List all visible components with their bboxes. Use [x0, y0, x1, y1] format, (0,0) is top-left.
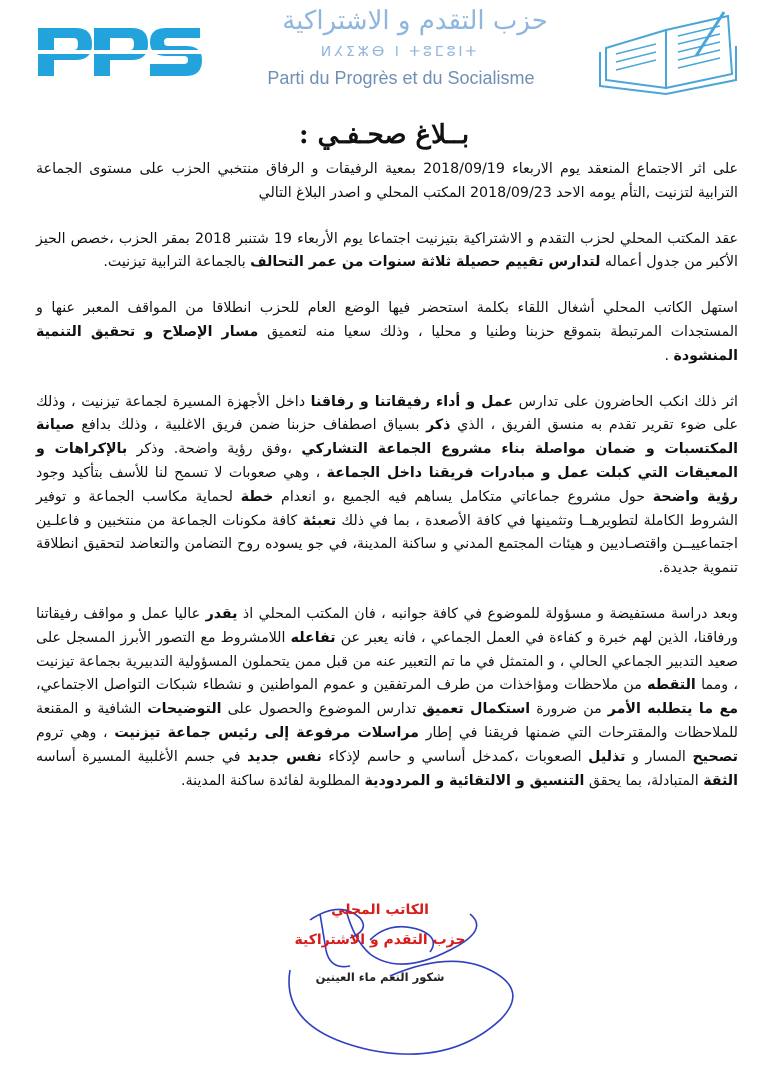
text-run: استهل الكاتب المحلي أشغال اللقاء بكلمة استحضر فيها الوضع العام للحزب انطلاقا من المواقف المعبر عنها و المستجدات المرتبطة بتموقع حزبنا وطنيا و محليا ، وذلك سعيا منه لتعميق — [36, 300, 738, 340]
text-run: عاليا عمل و مواقف رفيقاتنا ورفاقنا، الذين لهم خبرة و كفاءة في العمل الجماعي ، فانه يعبر عن — [36, 605, 739, 646]
text-run: لحماية مكاسب الجماعة و توفير الشروط الكاملة لتطويرهــا وتثمينها في كافة الأصعدة ، بما في ذلك — [36, 488, 738, 529]
text-run: ، وهي تروم — [36, 724, 115, 741]
bold-phrase: التوضيحات — [147, 701, 222, 718]
text-run: في جسم الأغلبية المسيرة أساسه — [36, 748, 248, 765]
text-run: كافة مكونات الجماعة من منتخبين و فاعلـين اجتماعييــن واقتصـاديين و هيئات المجتمع المدني و ساكنة المدينة، في جو يسوده روح التضامن والتعاضد لتحقيق انطلاقة تنموية جديدة. — [36, 512, 738, 577]
bold-phrase: يقدر — [205, 605, 238, 622]
text-run: حول مشروع جماعاتي متكامل يساهم فيه الجميع ،و انعدام — [273, 488, 653, 505]
letterhead — [0, 0, 768, 110]
text-run: من ضرورة — [530, 701, 608, 718]
signature-block — [250, 880, 550, 1080]
text-run: عقد المكتب المحلي لحزب التقدم و الاشتراكية بتيزنيت اجتماعا يوم الأربعاء 19 شتنبر 2018 بمقر الحزب ،خصص الحيز الأكبر من جدول أعماله — [36, 230, 738, 271]
document-title: بــلاغ صحـفـي : — [298, 120, 470, 150]
text-run: المسار و — [625, 748, 693, 765]
party-name-arabic: حزب التقدم و الاشتراكية — [282, 6, 548, 36]
body-paragraph — [36, 228, 738, 276]
bold-phrase: تذليل — [588, 748, 626, 765]
text-run: على اثر الاجتماع المنعقد يوم الاربعاء 2018/09/19 بمعية الرفيقات و الرفاق منتخبي الحزب على مستوى الجماعة الترابية لتزنيت ,التأم يومه الاحد 2018/09/23 المكتب المحلي و اصدر البلاغ التالي — [36, 161, 738, 201]
bold-phrase: ذكر — [426, 417, 451, 434]
bold-phrase: الثقة — [703, 772, 738, 789]
body-paragraph — [36, 158, 738, 206]
bold-phrase: نفس جديد — [247, 748, 322, 765]
bold-phrase: عمل و أداء رفيقاتنا و رفاقنا — [310, 393, 513, 410]
bold-phrase: التقطه — [647, 677, 696, 694]
body-paragraph — [36, 391, 738, 581]
bold-phrase: تصحيح — [692, 748, 739, 765]
text-run: المطلوبة لفائدة ساكنة المدينة. — [181, 772, 365, 789]
bold-phrase: تفاعله — [290, 629, 336, 646]
body-paragraph — [36, 297, 738, 368]
bold-phrase: مراسلات مرفوعة إلى رئيس جماعة تيزنيت — [114, 724, 419, 741]
text-run: ،وفق رؤية واضحة. وذكر — [127, 441, 302, 458]
text-run: بالجماعة الترابية تيزنيت. — [103, 254, 251, 271]
text-run: وبعد دراسة مستفيضة و مسؤولة للموضوع في كافة جوانبه ، فان المكتب المحلي اذ — [237, 605, 738, 622]
press-release-body — [36, 158, 738, 815]
bold-phrase: مع ما يتطلبه الأمر — [607, 701, 738, 718]
text-run: . — [664, 347, 674, 364]
party-name-french: Parti du Progrès et du Socialisme — [267, 68, 535, 88]
signer-role: الكاتب المحلي — [331, 902, 429, 918]
body-paragraph — [36, 603, 738, 793]
signer-party: حزب التقدم و الاشتراكية — [294, 932, 466, 948]
text-run: بسياق اصطفاف حزبنا ضمن فريق الاغلبية ، وذلك بدافع — [74, 417, 427, 434]
bold-phrase: استكمال تعميق — [422, 701, 531, 718]
bold-phrase: لتدارس تقييم حصيلة ثلاثة سنوات من عمر التحالف — [250, 254, 601, 271]
party-name-tifinagh: ⵍⵃⵉⵣⴱ ⵏ ⵜⵓⵎⵓⵏⵜ — [320, 44, 480, 60]
text-run: الصعوبات ،كمدخل أساسي و حاسم لإذكاء — [321, 748, 589, 765]
text-run: من ملاحظات ومؤاخذات من طرف المرتفقين و عموم المواطنين و نشطاء شبكات التواصل الاجتماعي، — [36, 677, 648, 694]
bold-phrase: صيانة المكتسبات و ضمان مواصلة بناء مشروع الجماعة التشاركي — [36, 417, 739, 458]
signer-name: شكور النعم ماء العينين — [315, 970, 445, 984]
text-run: اللامشروط مع التصور الأبرز المسجل على صعيد التدبير الجماعي الحالي ، و المتمثل في ما تم التعبير عنه من قبل ممن يتحملون المسؤولية التدبيرية بجماعة تيزنيت ، ومما — [36, 629, 738, 694]
text-run: اثر ذلك انكب الحاضرون على تدارس — [513, 393, 739, 410]
bold-phrase: خطة — [240, 488, 274, 505]
bold-phrase: التنسيق و الالتقائية و المردودية — [364, 772, 585, 789]
bold-phrase: تعبئة — [302, 512, 337, 529]
bold-phrase: رؤية واضحة — [652, 488, 739, 505]
open-book-emblem-icon — [596, 8, 746, 98]
text-run: ، وهي صعوبات لا تسمح لنا للأسف بتأكيد وجود — [36, 464, 327, 481]
pps-logo — [38, 24, 203, 80]
text-run: المتبادلة، بما يحقق — [584, 772, 704, 789]
text-run: الشافية و المقنعة للملاحظات والمقترحات التي ضمنها فريقنا في إطار — [36, 701, 738, 741]
bold-phrase: بالإكراهات و المعيقات التي كبلت عمل و مبادرات فريقنا داخل الجماعة — [36, 441, 738, 481]
text-run: تدارس الموضوع والحصول على — [221, 701, 423, 718]
text-run: داخل الأجهزة المسيرة لجماعة تيزنيت ، وذلك على ضوء تقرير تقدم به منسق الفريق ، الذي — [36, 393, 738, 434]
bold-phrase: مسار الإصلاح و تحقيق التنمية المنشودة — [36, 323, 738, 364]
